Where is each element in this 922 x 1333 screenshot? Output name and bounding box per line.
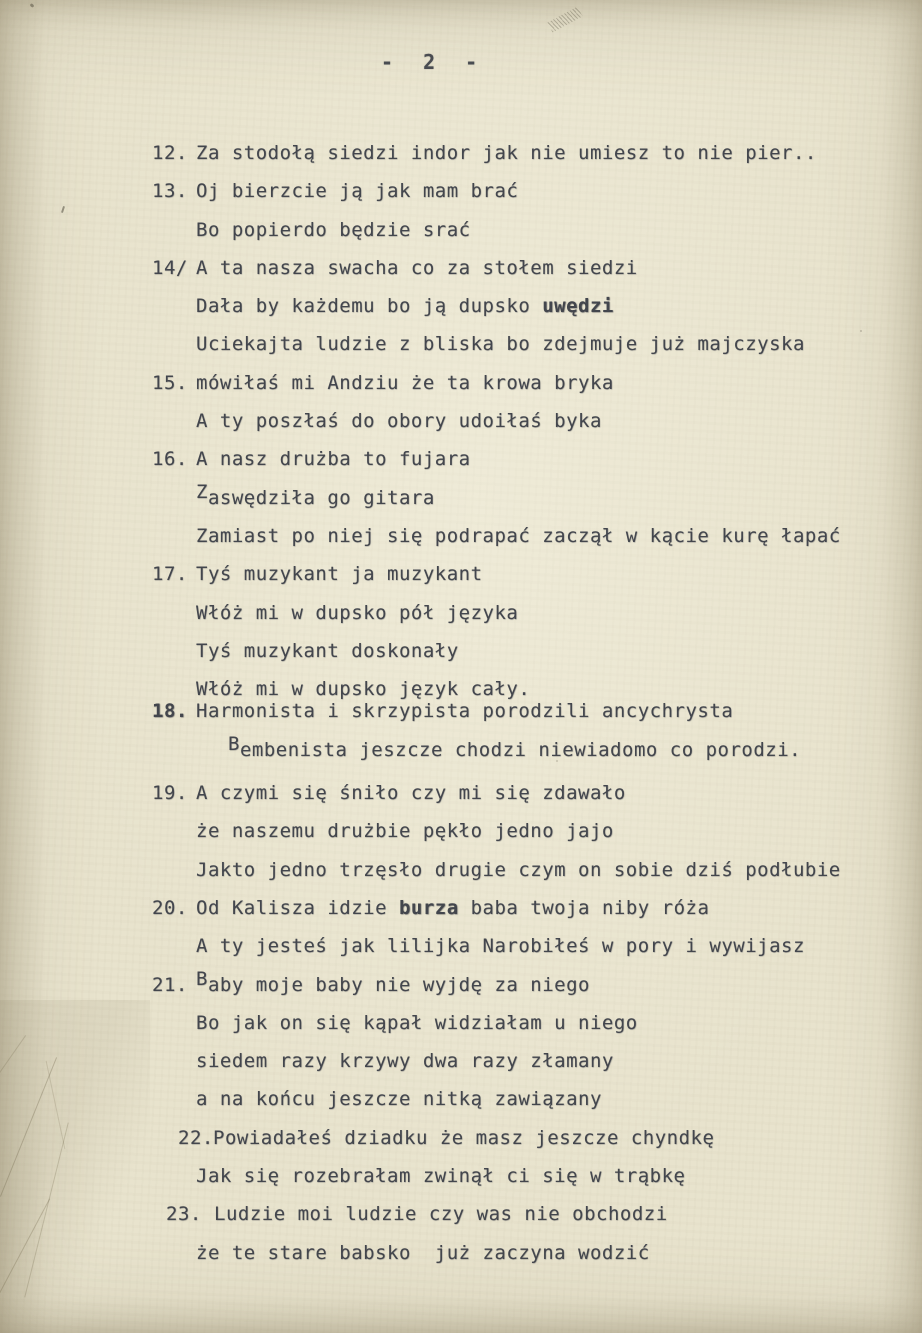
verse-line — [0, 692, 922, 730]
verse-number: 18. — [152, 700, 188, 723]
verse-line — [0, 134, 922, 172]
text-lines — [0, 134, 922, 1272]
verse-line — [0, 889, 922, 927]
verse-line — [0, 731, 922, 769]
verse-line — [0, 1042, 922, 1080]
verse-text: Tyś muzykant ja muzykant — [196, 563, 483, 586]
verse-text: a na końcu jeszcze nitką zawiązany — [196, 1088, 602, 1111]
verse-line — [0, 211, 922, 249]
verse-line — [0, 364, 922, 402]
verse-text: Jakto jedno trzęsło drugie czym on sobie dziś podłubie — [196, 858, 841, 881]
verse-line — [0, 1080, 922, 1118]
paper-smudge — [547, 7, 582, 33]
verse-line — [0, 172, 922, 210]
verse-line — [0, 479, 922, 517]
verse-text: Uciekajta ludzie z bliska bo zdejmuje już majczyska — [196, 333, 805, 356]
verse-text: Dała by każdemu bo ją dupsko uwędzi — [196, 295, 614, 318]
verse-text: Oj bierzcie ją jak mam brać — [196, 180, 519, 203]
verse-line — [0, 632, 922, 670]
verse-text: Włóż mi w dupsko język cały. — [196, 678, 531, 701]
verse-line — [0, 851, 922, 889]
verse-line — [0, 966, 922, 1004]
verse-line — [0, 594, 922, 632]
verse-line — [0, 325, 922, 363]
verse-text: Bembenista jeszcze chodzi niewiadomo co porodzi. — [228, 732, 802, 761]
verse-line — [0, 440, 922, 478]
verse-number: 23. — [166, 1203, 202, 1226]
verse-line — [0, 774, 922, 812]
verse-text: mówiłaś mi Andziu że ta krowa bryka — [196, 371, 614, 394]
verse-number: 20. — [152, 896, 188, 919]
verse-text: Zamiast po niej się podrapać zaczął w kącie kurę łapać — [196, 524, 841, 547]
verse-text: Powiadałeś dziadku że masz jeszcze chyndkę — [213, 1126, 715, 1149]
verse-text: Ludzie moi ludzie czy was nie obchodzi — [214, 1203, 668, 1226]
verse-line — [0, 812, 922, 850]
verse-text: Bo popierdo będzie srać — [196, 218, 471, 241]
verse-text: że naszemu drużbie pękło jedno jajo — [196, 820, 614, 843]
verse-text: Tyś muzykant doskonały — [196, 639, 459, 662]
verse-text: Baby moje baby nie wyjdę za niego — [196, 967, 590, 996]
verse-text: A czymi się śniło czy mi się zdawało — [196, 782, 626, 805]
verse-text: A ty poszłaś do obory udoiłaś byka — [196, 410, 602, 433]
verse-number: 22. — [178, 1126, 214, 1149]
verse-number: 16. — [152, 448, 188, 471]
verse-number: 12. — [152, 142, 188, 164]
verse-number: 21. — [152, 973, 188, 996]
verse-text: A nasz drużba to fujara — [196, 448, 471, 471]
verse-line — [0, 555, 922, 593]
verse-text: Za stodołą siedzi indor jak nie umiesz to nie pier.. — [196, 142, 817, 164]
verse-text: Harmonista i skrzypista porodzili ancychrysta — [196, 700, 734, 723]
verse-number: 17. — [152, 563, 188, 586]
verse-line — [0, 249, 922, 287]
paper-speck — [30, 3, 35, 8]
verse-line — [0, 1119, 922, 1157]
verse-line — [0, 287, 922, 325]
verse-line — [0, 1157, 922, 1195]
verse-text: Zaswędziła go gitara — [196, 480, 435, 509]
verse-line — [0, 1004, 922, 1042]
verse-number: 15. — [152, 371, 188, 394]
verse-text: A ty jesteś jak lilijka Narobiłeś w pory i wywijasz — [196, 935, 805, 958]
verse-line — [0, 517, 922, 555]
verse-text: że te stare babsko już zaczyna wodzić — [196, 1241, 650, 1264]
verse-line — [0, 402, 922, 440]
verse-text: Włóż mi w dupsko pół języka — [196, 601, 519, 624]
verse-text: Bo jak on się kąpał widziałam u niego — [196, 1011, 638, 1034]
verse-text: Jak się rozebrałam zwinął ci się w trąbkę — [196, 1165, 686, 1188]
verse-text: A ta nasza swacha co za stołem siedzi — [196, 256, 638, 279]
verse-line — [0, 1234, 922, 1272]
verse-text: siedem razy krzywy dwa razy złamany — [196, 1050, 614, 1073]
verse-number: 19. — [152, 782, 188, 805]
verse-number: 13. — [152, 180, 188, 203]
verse-number: 14/ — [152, 256, 188, 279]
page-number: - 2 - — [381, 50, 487, 74]
verse-line — [0, 1195, 922, 1233]
verse-text: Od Kalisza idzie burza baba twoja niby róża — [196, 896, 710, 919]
verse-line — [0, 927, 922, 965]
